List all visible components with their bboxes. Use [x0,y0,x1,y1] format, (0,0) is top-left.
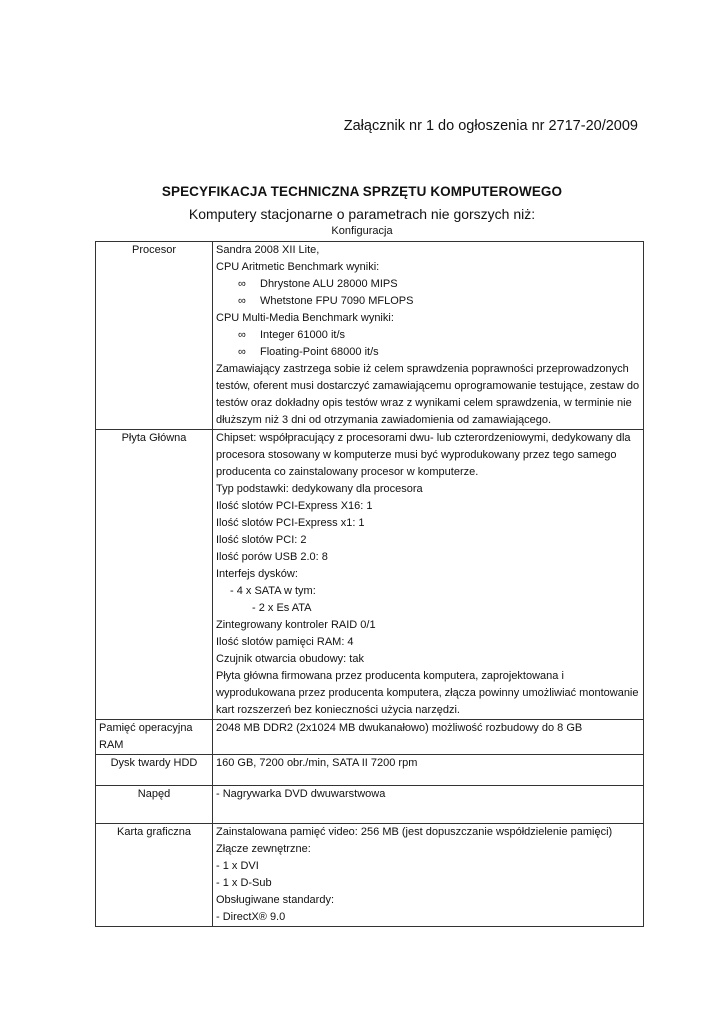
value-motherboard [213,430,644,720]
row-processor [96,242,644,430]
processor-mm-heading: CPU Multi-Media Benchmark wyniki: [216,312,394,324]
label-drive: Napęd [96,786,213,824]
row-drive [96,786,644,824]
mb-branding: Płyta główna firmowana przez producenta komputera, zaprojektowana i wyprodukowana przez producenta komputera, złącza powinny umożliwiać montowanie kart rozszerzeń bez konieczności użycia narzędzi. [216,670,639,716]
row-hdd [96,755,644,786]
processor-test-note: Zamawiający zastrzega sobie iż celem sprawdzenia poprawności przeprowadzonych testów, oferent musi dostarczyć zamawiającemu oprogramowanie testujące, zestaw do testów oraz dokładny opis testów wraz z wynikami celem sprawdzenia, w terminie nie dłuższym niż 3 dni od otrzymania zawiadomienia od zamawiającego. [216,363,640,426]
value-ram [213,720,644,755]
bullet-text: Dhrystone ALU 28000 MIPS [260,278,398,290]
document-title: SPECYFIKACJA TECHNICZNA SPRZĘTU KOMPUTEROWEGO [161,184,563,199]
infinity-bullet-icon: ∞ [238,295,246,307]
mb-raid: Zintegrowany kontroler RAID 0/1 [216,619,376,631]
label-ram: Pamięć operacyjna RAM [96,720,213,755]
infinity-bullet-icon: ∞ [238,346,246,358]
annex-reference: Załącznik nr 1 do ogłoszenia nr 2717-20/2009 [343,118,638,134]
bullet-text: Whetstone FPU 7090 MFLOPS [260,295,414,307]
configuration-label: Konfiguracja [331,225,393,237]
mb-chipset: Chipset: współpracujący z procesorami dwu- lub czterordzeniowymi, dedykowany dla procesora stosowany w komputerze musi być wyprodukowany przez tego samego producenta co zainstalowany procesor w komputerze. [216,432,631,478]
mb-pci: Ilość slotów PCI: 2 [216,534,307,546]
list-item [216,293,640,310]
gpu-memory: Zainstalowana pamięć video: 256 MB (jest dopuszczanie współdzielenie pamięci) [216,826,613,838]
infinity-bullet-icon: ∞ [238,329,246,341]
value-gpu [213,824,644,927]
ram-value: 2048 MB DDR2 (2x1024 MB dwukanałowo) możliwość rozbudowy do 8 GB [216,722,583,734]
mb-chassis-sensor: Czujnik otwarcia obudowy: tak [216,653,364,665]
label-processor: Procesor [96,242,213,430]
label-hdd: Dysk twardy HDD [96,755,213,786]
mb-sata: - 4 x SATA w tym: [230,585,316,597]
row-ram [96,720,644,755]
gpu-dvi: - 1 x DVI [216,860,259,872]
list-item [216,344,640,361]
processor-benchmark-suite: Sandra 2008 XII Lite, [216,244,320,256]
list-item [216,327,640,344]
mb-ram-slots: Ilość slotów pamięci RAM: 4 [216,636,354,648]
mb-usb: Ilość porów USB 2.0: 8 [216,551,328,563]
gpu-dsub: - 1 x D-Sub [216,877,272,889]
value-processor [213,242,644,430]
label-gpu: Karta graficzna [96,824,213,927]
processor-arith-heading: CPU Aritmetic Benchmark wyniki: [216,261,380,273]
value-drive [213,786,644,824]
label-motherboard: Płyta Główna [96,430,213,720]
bullet-text: Integer 61000 it/s [260,329,346,341]
mb-pcie16: Ilość slotów PCI-Express X16: 1 [216,500,373,512]
row-motherboard [96,430,644,720]
infinity-bullet-icon: ∞ [238,278,246,290]
value-hdd [213,755,644,786]
list-item [216,276,640,293]
drive-value: - Nagrywarka DVD dwuwarstwowa [216,788,386,800]
mb-disk-interface: Interfejs dysków: [216,568,298,580]
mb-esata: - 2 x Es ATA [252,602,312,614]
row-gpu [96,824,644,927]
bullet-text: Floating-Point 68000 it/s [260,346,379,358]
gpu-standards-heading: Obsługiwane standardy: [216,894,335,906]
mb-pcie1: Ilość slotów PCI-Express x1: 1 [216,517,365,529]
document-subtitle: Komputery stacjonarne o parametrach nie gorszych niż: [188,206,536,222]
mb-socket: Typ podstawki: dedykowany dla procesora [216,483,423,495]
gpu-connector-heading: Złącze zewnętrzne: [216,843,311,855]
spec-table [95,241,644,927]
gpu-directx: - DirectX® 9.0 [216,911,286,923]
hdd-value: 160 GB, 7200 obr./min, SATA II 7200 rpm [216,757,418,769]
